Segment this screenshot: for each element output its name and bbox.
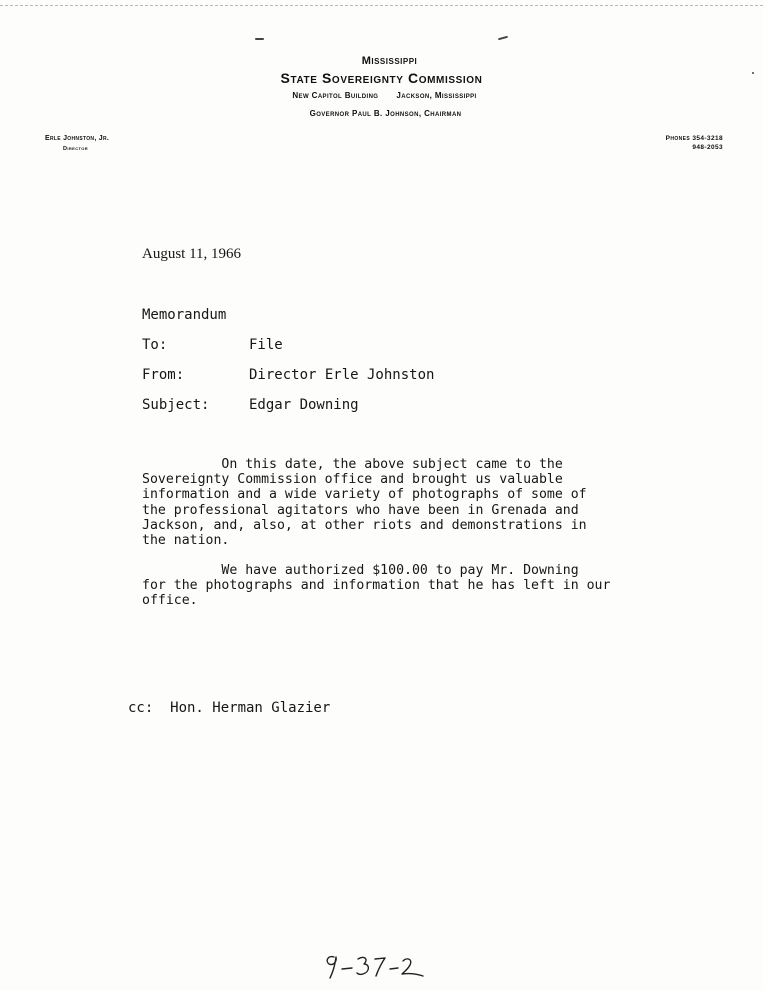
scan-top-edge xyxy=(0,5,763,6)
paragraph-line: the nation. xyxy=(142,533,230,549)
cc-line: cc: Hon. Herman Glazier xyxy=(128,700,331,716)
from-value: Director Erle Johnston xyxy=(249,367,435,383)
letterhead-city: Jackson, Mississippi xyxy=(396,91,477,100)
to-label: To: xyxy=(142,337,168,353)
to-value: File xyxy=(249,337,283,353)
memo-heading: Memorandum xyxy=(142,307,227,323)
paragraph-line: We have authorized $100.00 to pay Mr. Downing xyxy=(142,563,579,578)
memo-paragraph-2 xyxy=(142,563,610,609)
letterhead-governor: Governor Paul B. Johnson, Chairman xyxy=(309,109,462,118)
letterhead-state: Mississippi xyxy=(361,55,418,67)
subject-label: Subject: xyxy=(142,397,210,413)
handwritten-file-number xyxy=(320,945,430,985)
paragraph-line: Jackson, and, also, at other riots and demonstrations in xyxy=(142,517,587,533)
letterhead-director-title: Director xyxy=(63,146,89,152)
paragraph-line: office. xyxy=(142,593,198,609)
memo-paragraph-1 xyxy=(142,457,587,548)
letterhead-building: New Capitol Building xyxy=(292,91,379,100)
memo-date: August 11, 1966 xyxy=(142,246,242,262)
letterhead-phones xyxy=(666,134,723,152)
scan-speck xyxy=(498,36,508,41)
scan-speck xyxy=(255,38,264,40)
letterhead-director-name: Erle Johnston, Jr. xyxy=(45,135,110,142)
paragraph-line: On this date, the above subject came to the xyxy=(142,457,563,472)
from-label: From: xyxy=(142,367,185,383)
letterhead-address xyxy=(0,91,763,100)
paragraph-line: the professional agitators who have been in Grenada and xyxy=(142,502,579,518)
phones-primary: Phones 354-3218 xyxy=(665,135,723,142)
phones-secondary: 948-2053 xyxy=(692,144,723,151)
paragraph-line: for the photographs and information that he has left in our xyxy=(142,578,611,594)
paragraph-line: information and a wide variety of photographs of some of xyxy=(142,487,587,503)
paragraph-line: Sovereignty Commission office and brought us valuable xyxy=(142,472,563,488)
letterhead-commission: State Sovereignty Commission xyxy=(280,70,483,86)
subject-value: Edgar Downing xyxy=(249,397,359,413)
